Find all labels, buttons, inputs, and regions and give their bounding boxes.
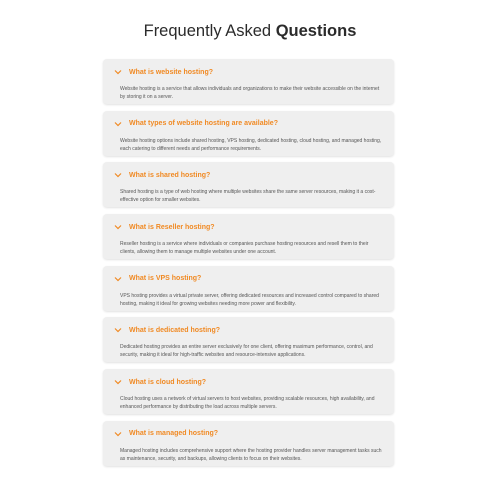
faq-question[interactable]: What is cloud hosting?	[129, 378, 206, 386]
chevron-down-icon	[113, 67, 123, 77]
faq-question-row[interactable]	[113, 118, 384, 130]
chevron-down-icon	[113, 274, 123, 284]
faq-answer: Website hosting options include shared hosting, VPS hosting, dedicated hosting, cloud hosting, and managed hosting, each catering to different needs and performance requirements.	[120, 137, 382, 152]
faq-answer: Reseller hosting is a service where individuals or companies purchase hosting resources and resell them to their clients, allowing them to manage multiple websites under one account.	[120, 241, 369, 256]
faq-question-row[interactable]	[113, 273, 384, 285]
faq-question[interactable]: What is dedicated hosting?	[129, 326, 221, 334]
faq-item-website-hosting[interactable]	[103, 59, 394, 104]
faq-item-cloud-hosting[interactable]	[103, 369, 394, 414]
faq-question[interactable]: What is website hosting?	[129, 68, 214, 76]
faq-item-dedicated-hosting[interactable]	[103, 317, 394, 362]
faq-question-row[interactable]	[113, 376, 384, 388]
faq-answer: Managed hosting includes comprehensive support where the hosting provider handles server management tasks such as maintenance, security, and backups, allowing clients to focus on their websites.	[120, 447, 382, 462]
faq-answer: Cloud hosting uses a network of virtual servers to host websites, providing scalable resources, high availability, and enhanced performance by distributing the load across multiple servers.	[120, 396, 375, 411]
faq-answer: Shared hosting is a type of web hosting where multiple websites share the same server resources, making it a cost-effective option for smaller websites.	[120, 189, 376, 204]
page-title-regular: Frequently Asked	[143, 22, 276, 40]
faq-item-hosting-types[interactable]	[103, 111, 394, 156]
page-title-bold: Questions	[275, 22, 357, 40]
faq-question[interactable]: What types of website hosting are available?	[129, 120, 278, 128]
faq-question-row[interactable]	[113, 428, 384, 440]
chevron-down-icon	[113, 325, 123, 335]
chevron-down-icon	[113, 119, 123, 129]
faq-list	[103, 59, 394, 473]
page-title	[0, 0, 500, 41]
faq-item-shared-hosting[interactable]	[103, 162, 394, 207]
chevron-down-icon	[113, 170, 123, 180]
faq-item-reseller-hosting[interactable]	[103, 214, 394, 259]
chevron-down-icon	[113, 429, 123, 439]
faq-question-row[interactable]	[113, 66, 384, 78]
faq-answer: VPS hosting provides a virtual private server, offering dedicated resources and increased control compared to shared hosting, making it ideal for growing websites needing more power and flexibility.	[120, 292, 379, 307]
faq-question-row[interactable]	[113, 324, 384, 336]
faq-question[interactable]: What is shared hosting?	[129, 171, 211, 179]
faq-question-row[interactable]	[113, 169, 384, 181]
faq-item-managed-hosting[interactable]	[103, 421, 394, 466]
chevron-down-icon	[113, 222, 123, 232]
faq-question[interactable]: What is VPS hosting?	[129, 275, 202, 283]
faq-question[interactable]: What is Reseller hosting?	[129, 223, 215, 231]
faq-question[interactable]: What is managed hosting?	[129, 430, 219, 438]
faq-answer: Dedicated hosting provides an entire server exclusively for one client, offering maximum performance, control, and security, making it ideal for high-traffic websites and resource-intensive applications.	[120, 344, 373, 359]
chevron-down-icon	[113, 377, 123, 387]
faq-question-row[interactable]	[113, 221, 384, 233]
faq-item-vps-hosting[interactable]	[103, 266, 394, 311]
faq-answer: Website hosting is a service that allows individuals and organizations to make their website accessible on the internet by storing it on a server.	[120, 86, 380, 100]
